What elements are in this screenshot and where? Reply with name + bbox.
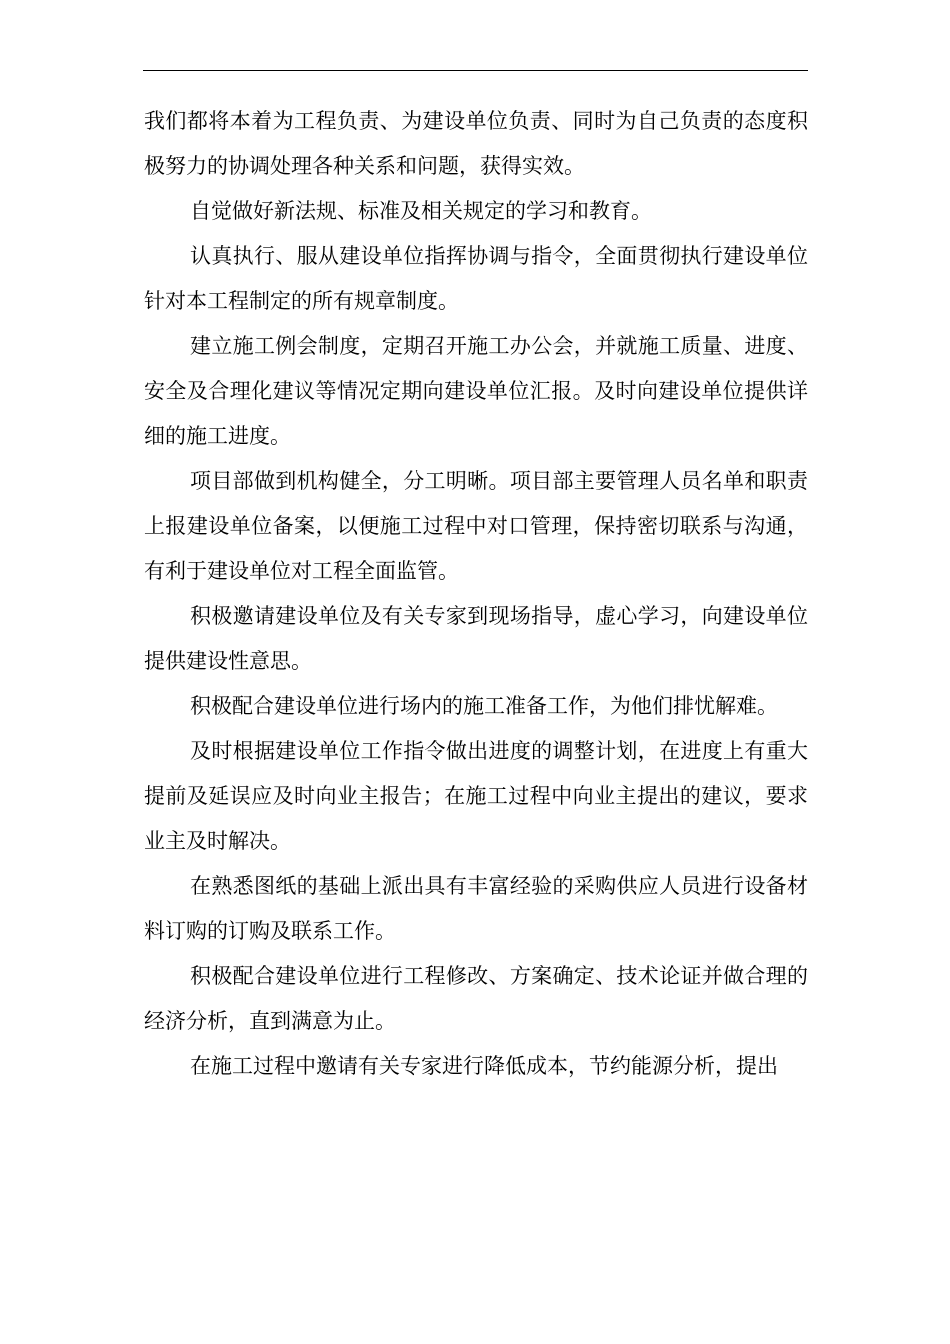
paragraph-7: 积极配合建设单位进行场内的施工准备工作，为他们排忧解难。: [190, 694, 778, 718]
paragraph-5: 项目部做到机构健全，分工明晰。项目部主要管理人员名单和职责上报建设单位备案，以便施工过程中对口管理，保持密切联系与沟通，有利于建设单位对工程全面监管。: [144, 469, 808, 583]
header-rule: [143, 70, 808, 71]
paragraph-1: 我们都将本着为工程负责、为建设单位负责、同时为自己负责的态度积极努力的协调处理各种关系和问题，获得实效。: [144, 109, 808, 178]
paragraph-8: 及时根据建设单位工作指令做出进度的调整计划，在进度上有重大提前及延误应及时向业主报告；在施工过程中向业主提出的建议，要求业主及时解决。: [144, 739, 808, 853]
body-text: [144, 99, 808, 1089]
paragraph-4: 建立施工例会制度，定期召开施工办公会，并就施工质量、进度、安全及合理化建议等情况定期向建设单位汇报。及时向建设单位提供详细的施工进度。: [144, 334, 808, 448]
paragraph-2: 自觉做好新法规、标准及相关规定的学习和教育。: [190, 199, 652, 223]
paragraph-6: 积极邀请建设单位及有关专家到现场指导，虚心学习，向建设单位提供建设性意思。: [144, 604, 808, 673]
paragraph-10: 积极配合建设单位进行工程修改、方案确定、技术论证并做合理的经济分析，直到满意为止。: [144, 964, 808, 1033]
paragraph-11: 在施工过程中邀请有关专家进行降低成本，节约能源分析，提出: [190, 1054, 778, 1078]
paragraph-3: 认真执行、服从建设单位指挥协调与指令，全面贯彻执行建设单位针对本工程制定的所有规章制度。: [144, 244, 808, 313]
paragraph-9: 在熟悉图纸的基础上派出具有丰富经验的采购供应人员进行设备材料订购的订购及联系工作。: [144, 874, 808, 943]
